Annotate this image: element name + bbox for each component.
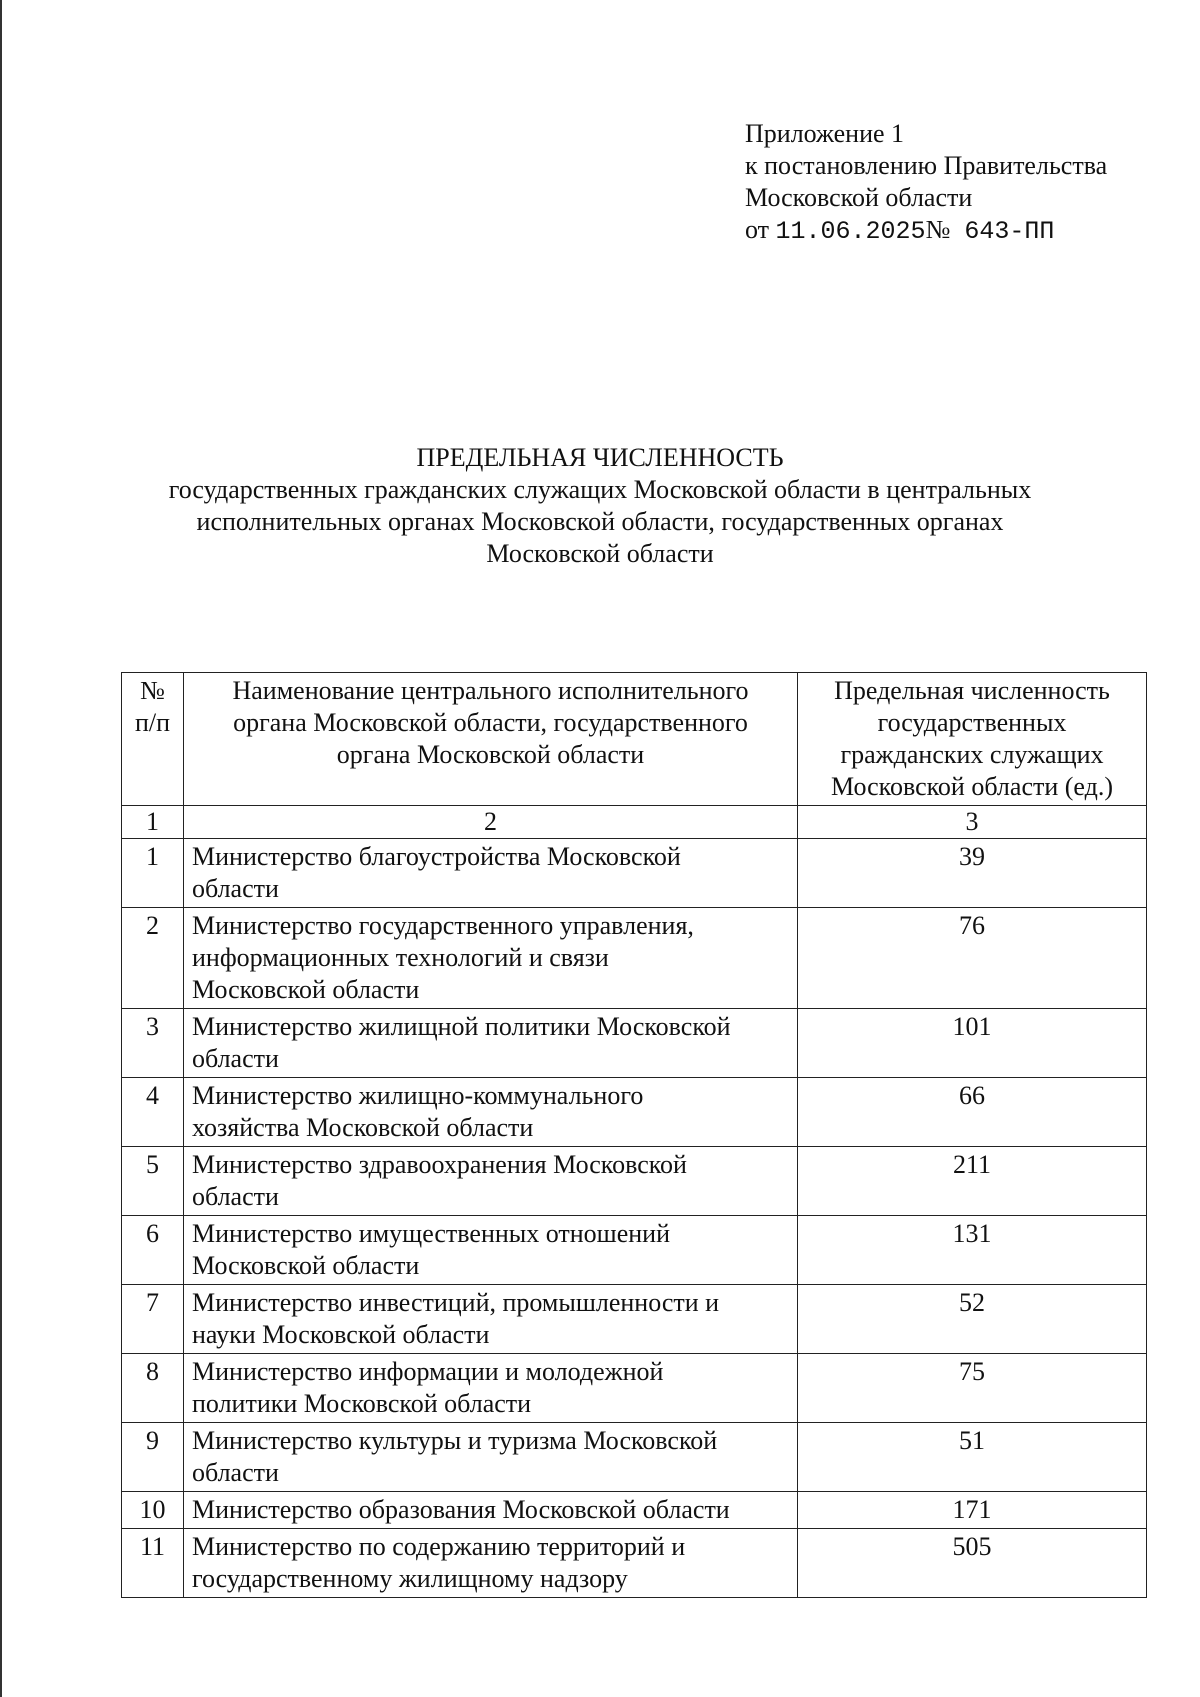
row-organ-name-line: Министерство образования Московской области bbox=[192, 1495, 730, 1524]
header-number-line-1: № bbox=[140, 676, 165, 705]
appendix-header bbox=[745, 118, 1107, 248]
row-organ-name bbox=[184, 908, 798, 1009]
title-line-3: Московской области bbox=[486, 539, 714, 568]
row-organ-name-line: Министерство благоустройства Московской bbox=[192, 842, 681, 871]
row-staff-limit: 505 bbox=[798, 1529, 1147, 1598]
row-organ-name-line: Министерство информации и молодежной bbox=[192, 1357, 664, 1386]
table-row bbox=[122, 1216, 1147, 1285]
row-organ-name-line: информационных технологий и связи bbox=[192, 943, 609, 972]
row-number: 1 bbox=[122, 839, 184, 908]
table-row bbox=[122, 1529, 1147, 1598]
table-row bbox=[122, 1147, 1147, 1216]
header-value bbox=[798, 673, 1147, 806]
header-number bbox=[122, 673, 184, 806]
row-staff-limit: 131 bbox=[798, 1216, 1147, 1285]
row-staff-limit: 75 bbox=[798, 1354, 1147, 1423]
title-line-1: государственных гражданских служащих Московской области в центральных bbox=[168, 475, 1032, 504]
row-organ-name-line: области bbox=[192, 1458, 279, 1487]
row-staff-limit: 51 bbox=[798, 1423, 1147, 1492]
date-prefix: от bbox=[745, 215, 770, 244]
number-sign: № bbox=[925, 215, 951, 244]
row-organ-name-line: Министерство государственного управления, bbox=[192, 911, 694, 940]
table-body bbox=[122, 839, 1147, 1598]
appendix-date-line bbox=[745, 214, 1107, 248]
title-line-2: исполнительных органах Московской области, государственных органах bbox=[196, 507, 1004, 536]
row-number: 5 bbox=[122, 1147, 184, 1216]
row-staff-limit: 101 bbox=[798, 1009, 1147, 1078]
table-row bbox=[122, 839, 1147, 908]
row-organ-name-line: Министерство жилищно-коммунального bbox=[192, 1081, 644, 1110]
row-staff-limit: 171 bbox=[798, 1492, 1147, 1529]
row-number: 6 bbox=[122, 1216, 184, 1285]
row-organ-name-line: науки Московской области bbox=[192, 1320, 490, 1349]
row-organ-name-line: Министерство жилищной политики Московской bbox=[192, 1012, 731, 1041]
column-index-cell: 3 bbox=[798, 806, 1147, 839]
document-title bbox=[100, 442, 1100, 570]
row-organ-name bbox=[184, 1529, 798, 1598]
table-row bbox=[122, 1285, 1147, 1354]
row-staff-limit: 52 bbox=[798, 1285, 1147, 1354]
header-value-line-3: гражданских служащих bbox=[840, 740, 1104, 769]
row-number: 8 bbox=[122, 1354, 184, 1423]
title-heading: ПРЕДЕЛЬНАЯ ЧИСЛЕННОСТЬ bbox=[416, 443, 784, 472]
row-organ-name-line: области bbox=[192, 874, 279, 903]
appendix-line-2: к постановлению Правительства bbox=[745, 151, 1108, 180]
row-organ-name-line: Московской области bbox=[192, 1251, 420, 1280]
row-number: 9 bbox=[122, 1423, 184, 1492]
row-organ-name-line: Министерство культуры и туризма Московской bbox=[192, 1426, 718, 1455]
header-value-line-2: государственных bbox=[877, 708, 1067, 737]
table-header-row bbox=[122, 673, 1147, 806]
row-organ-name-line: области bbox=[192, 1182, 279, 1211]
resolution-date: 11.06.2025 bbox=[775, 217, 926, 246]
header-name-line-3: органа Московской области bbox=[336, 740, 645, 769]
row-organ-name-line: Министерство здравоохранения Московской bbox=[192, 1150, 687, 1179]
row-organ-name bbox=[184, 1423, 798, 1492]
row-number: 4 bbox=[122, 1078, 184, 1147]
row-organ-name bbox=[184, 1285, 798, 1354]
row-organ-name-line: государственному жилищному надзору bbox=[192, 1564, 628, 1593]
table-row bbox=[122, 1492, 1147, 1529]
column-index-cell: 2 bbox=[184, 806, 798, 839]
row-organ-name bbox=[184, 1009, 798, 1078]
row-organ-name bbox=[184, 839, 798, 908]
row-organ-name-line: хозяйства Московской области bbox=[192, 1113, 534, 1142]
staff-limits-table bbox=[121, 672, 1147, 1598]
appendix-line-3: Московской области bbox=[745, 183, 973, 212]
row-organ-name bbox=[184, 1492, 798, 1529]
row-organ-name bbox=[184, 1147, 798, 1216]
page-edge bbox=[0, 0, 2, 1697]
row-number: 7 bbox=[122, 1285, 184, 1354]
row-organ-name-line: Министерство имущественных отношений bbox=[192, 1219, 670, 1248]
row-number: 11 bbox=[122, 1529, 184, 1598]
row-staff-limit: 39 bbox=[798, 839, 1147, 908]
table-row bbox=[122, 908, 1147, 1009]
row-staff-limit: 66 bbox=[798, 1078, 1147, 1147]
header-name bbox=[184, 673, 798, 806]
row-organ-name bbox=[184, 1078, 798, 1147]
row-number: 2 bbox=[122, 908, 184, 1009]
table-row bbox=[122, 1009, 1147, 1078]
header-name-line-2: органа Московской области, государственного bbox=[233, 708, 748, 737]
row-organ-name bbox=[184, 1354, 798, 1423]
row-organ-name bbox=[184, 1216, 798, 1285]
appendix-line-1: Приложение 1 bbox=[745, 119, 905, 148]
column-index-cell: 1 bbox=[122, 806, 184, 839]
row-organ-name-line: области bbox=[192, 1044, 279, 1073]
column-index-row bbox=[122, 806, 1147, 839]
row-organ-name-line: Московской области bbox=[192, 975, 420, 1004]
row-organ-name-line: Министерство по содержанию территорий и bbox=[192, 1532, 686, 1561]
header-value-line-4: Московской области (ед.) bbox=[830, 772, 1113, 801]
table-row bbox=[122, 1354, 1147, 1423]
row-organ-name-line: Министерство инвестиций, промышленности и bbox=[192, 1288, 720, 1317]
row-number: 3 bbox=[122, 1009, 184, 1078]
header-number-line-2: п/п bbox=[134, 708, 171, 737]
table-row bbox=[122, 1423, 1147, 1492]
row-staff-limit: 76 bbox=[798, 908, 1147, 1009]
table-row bbox=[122, 1078, 1147, 1147]
resolution-number: 643-ПП bbox=[964, 217, 1055, 246]
row-number: 10 bbox=[122, 1492, 184, 1529]
row-staff-limit: 211 bbox=[798, 1147, 1147, 1216]
row-organ-name-line: политики Московской области bbox=[192, 1389, 532, 1418]
header-value-line-1: Предельная численность bbox=[834, 676, 1110, 705]
header-name-line-1: Наименование центрального исполнительного bbox=[232, 676, 749, 705]
